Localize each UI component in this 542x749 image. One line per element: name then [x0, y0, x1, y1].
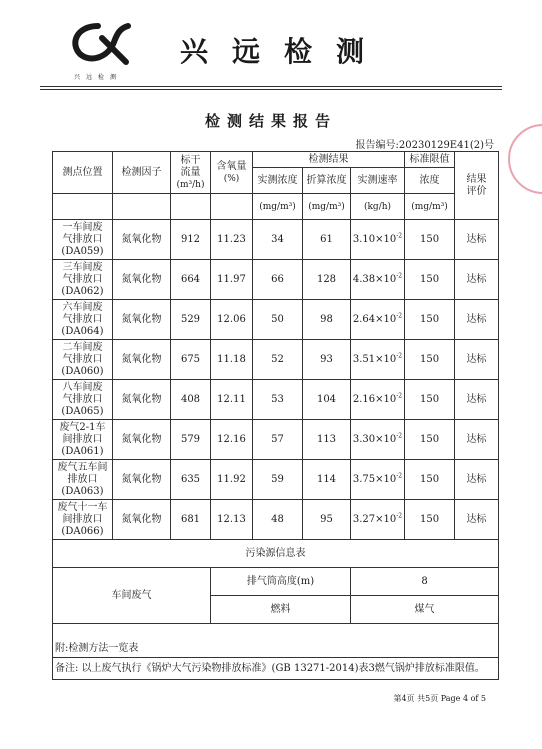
- header-location: 测点位置: [53, 152, 113, 194]
- source-info-title: 污染源信息表: [53, 540, 499, 568]
- row-evaluation: 达标: [455, 460, 499, 500]
- row-flow: 681: [171, 500, 211, 540]
- row-rate: [351, 500, 405, 540]
- location-line: 六车间废: [62, 301, 103, 313]
- row-oxygen: 11.18: [211, 340, 253, 380]
- location-code: (DA064): [61, 325, 104, 337]
- location-line: 废气十一车: [57, 501, 108, 513]
- row-rate: [351, 420, 405, 460]
- header-divider: [40, 86, 502, 87]
- rate-exponent: -2: [396, 312, 403, 320]
- report-number-label: 报告编号:: [355, 140, 399, 151]
- row-converted: 128: [303, 260, 351, 300]
- header-limit-conc: 浓度: [405, 168, 455, 194]
- row-location: [53, 340, 113, 380]
- rate-mantissa: 3.30×10: [352, 433, 397, 445]
- source-name: 车间废气: [53, 568, 211, 624]
- row-evaluation: 达标: [455, 220, 499, 260]
- location-code: (DA065): [61, 405, 104, 417]
- row-measured: 34: [253, 220, 303, 260]
- header-converted-conc: 折算浓度: [303, 168, 351, 194]
- fuel-value: 煤气: [351, 596, 499, 624]
- report-number-value: 20230129E41(2)号: [398, 140, 494, 151]
- row-limit: 150: [405, 340, 455, 380]
- row-flow: 579: [171, 420, 211, 460]
- row-measured: 53: [253, 380, 303, 420]
- rate-mantissa: 3.51×10: [352, 353, 397, 365]
- row-flow: 675: [171, 340, 211, 380]
- header-divider-secondary: [40, 89, 502, 90]
- row-converted: 95: [303, 500, 351, 540]
- report-number: [356, 136, 494, 151]
- row-factor: 氮氧化物: [113, 500, 171, 540]
- unit-converted: (mg/m³): [303, 194, 351, 220]
- spacer-row: [53, 624, 499, 642]
- row-evaluation: 达标: [455, 260, 499, 300]
- row-location: [53, 220, 113, 260]
- rate-exponent: -2: [396, 352, 403, 360]
- header-limit: 标准限值: [405, 152, 455, 168]
- header-flow-unit: (m³/h): [176, 179, 205, 190]
- row-flow: 635: [171, 460, 211, 500]
- rate-exponent: -2: [396, 392, 403, 400]
- source-info-row-1: [53, 568, 499, 596]
- table-row: [53, 220, 499, 260]
- rate-exponent: -2: [396, 272, 403, 280]
- row-limit: 150: [405, 380, 455, 420]
- row-measured: 59: [253, 460, 303, 500]
- row-oxygen: 11.97: [211, 260, 253, 300]
- row-location: [53, 460, 113, 500]
- row-measured: 52: [253, 340, 303, 380]
- location-code: (DA059): [61, 245, 104, 257]
- row-factor: 氮氧化物: [113, 220, 171, 260]
- source-info-title-row: [53, 540, 499, 568]
- row-evaluation: 达标: [455, 500, 499, 540]
- row-converted: 104: [303, 380, 351, 420]
- row-oxygen: 12.13: [211, 500, 253, 540]
- row-flow: 664: [171, 260, 211, 300]
- table-row: [53, 500, 499, 540]
- company-logo-icon: [62, 20, 134, 66]
- header-oxygen: [211, 152, 253, 194]
- header-oxygen-unit: (%): [223, 173, 240, 184]
- spacer-cell: [53, 624, 499, 642]
- header-measured-rate: 实测速率: [351, 168, 405, 194]
- header-row-1: [53, 152, 499, 168]
- row-limit: 150: [405, 220, 455, 260]
- table-row: [53, 300, 499, 340]
- header-flow: [171, 152, 211, 194]
- rate-mantissa: 3.75×10: [352, 473, 397, 485]
- table-row: [53, 260, 499, 300]
- header-oxygen-label: 含氧量: [216, 160, 247, 172]
- row-evaluation: 达标: [455, 420, 499, 460]
- location-line: 间排放口: [62, 513, 103, 525]
- row-location: [53, 380, 113, 420]
- location-line: 气排放口: [62, 313, 103, 325]
- row-rate: [351, 260, 405, 300]
- row-rate: [351, 340, 405, 380]
- row-measured: 66: [253, 260, 303, 300]
- unit-rate: (kg/h): [351, 194, 405, 220]
- row-converted: 113: [303, 420, 351, 460]
- row-rate: [351, 460, 405, 500]
- row-rate: [351, 220, 405, 260]
- page-footer: 第4页 共5页 Page 4 of 5: [393, 694, 486, 703]
- location-line: 气排放口: [62, 393, 103, 405]
- row-oxygen: 12.06: [211, 300, 253, 340]
- table-row: [53, 460, 499, 500]
- row-oxygen: 11.23: [211, 220, 253, 260]
- header-flow-line1: 标干: [180, 154, 201, 166]
- location-line: 一车间废: [62, 221, 103, 233]
- row-measured: 57: [253, 420, 303, 460]
- row-evaluation: 达标: [455, 380, 499, 420]
- header-flow-line2: 流量: [180, 166, 201, 178]
- rate-exponent: -2: [396, 472, 403, 480]
- header-factor: 检测因子: [113, 152, 171, 194]
- row-location: [53, 500, 113, 540]
- table-row: [53, 420, 499, 460]
- row-rate: [351, 300, 405, 340]
- header-blank-oxygen: [211, 194, 253, 220]
- row-factor: 氮氧化物: [113, 460, 171, 500]
- rate-exponent: -2: [396, 432, 403, 440]
- row-limit: 150: [405, 300, 455, 340]
- header-evaluation-line2: 评价: [466, 185, 487, 197]
- location-line: 气排放口: [62, 273, 103, 285]
- row-limit: 150: [405, 460, 455, 500]
- row-oxygen: 12.16: [211, 420, 253, 460]
- header-blank-flow: [171, 194, 211, 220]
- location-line: 废气2-1车: [59, 421, 106, 433]
- location-code: (DA062): [61, 285, 104, 297]
- row-limit: 150: [405, 260, 455, 300]
- row-location: [53, 420, 113, 460]
- header-blank-location: [53, 194, 113, 220]
- row-rate: [351, 380, 405, 420]
- fuel-label: 燃料: [211, 596, 351, 624]
- row-factor: 氮氧化物: [113, 420, 171, 460]
- attachment-row: [53, 642, 499, 658]
- rate-mantissa: 3.10×10: [352, 233, 397, 245]
- location-line: 二车间废: [62, 341, 103, 353]
- rate-mantissa: 4.38×10: [352, 273, 397, 285]
- unit-limit: (mg/m³): [405, 194, 455, 220]
- row-flow: 912: [171, 220, 211, 260]
- company-name: 兴远检测: [180, 35, 389, 68]
- row-oxygen: 12.11: [211, 380, 253, 420]
- table-row: [53, 340, 499, 380]
- header-evaluation-line1: 结果: [466, 173, 487, 185]
- header-row-3: [53, 194, 499, 220]
- report-title: 检测结果报告: [204, 112, 337, 130]
- rate-exponent: -2: [396, 232, 403, 240]
- attachment-note: 附:检测方法一览表: [53, 642, 499, 658]
- row-converted: 61: [303, 220, 351, 260]
- row-oxygen: 11.92: [211, 460, 253, 500]
- location-code: (DA061): [61, 445, 104, 457]
- location-line: 八车间废: [62, 381, 103, 393]
- location-line: 废气五车间: [57, 461, 108, 473]
- location-code: (DA063): [61, 485, 104, 497]
- rate-mantissa: 3.27×10: [352, 513, 397, 525]
- stack-height-value: 8: [351, 568, 499, 596]
- location-line: 气排放口: [62, 233, 103, 245]
- row-factor: 氮氧化物: [113, 260, 171, 300]
- location-line: 三车间废: [62, 261, 103, 273]
- rate-mantissa: 2.16×10: [352, 393, 397, 405]
- row-limit: 150: [405, 420, 455, 460]
- row-measured: 50: [253, 300, 303, 340]
- header-evaluation: [455, 152, 499, 220]
- row-limit: 150: [405, 500, 455, 540]
- row-location: [53, 300, 113, 340]
- location-code: (DA066): [61, 525, 104, 537]
- logo-subtext: 兴远检测: [73, 74, 122, 81]
- location-line: 间排放口: [62, 433, 103, 445]
- row-factor: 氮氧化物: [113, 300, 171, 340]
- row-converted: 114: [303, 460, 351, 500]
- row-flow: 408: [171, 380, 211, 420]
- location-code: (DA060): [61, 365, 104, 377]
- rate-mantissa: 2.64×10: [352, 313, 397, 325]
- row-factor: 氮氧化物: [113, 380, 171, 420]
- row-factor: 氮氧化物: [113, 340, 171, 380]
- row-flow: 529: [171, 300, 211, 340]
- row-converted: 98: [303, 300, 351, 340]
- header-blank-factor: [113, 194, 171, 220]
- header-results: 检测结果: [253, 152, 405, 168]
- row-location: [53, 260, 113, 300]
- stack-height-label: 排气筒高度(m): [211, 568, 351, 596]
- official-seal-stamp: [508, 124, 542, 194]
- table-row: [53, 380, 499, 420]
- row-converted: 93: [303, 340, 351, 380]
- remark-note: 备注: 以上废气执行《锅炉大气污染物排放标准》(GB 13271-2014)表3燃气锅炉排放标准限值。: [53, 658, 499, 680]
- location-line: 气排放口: [62, 353, 103, 365]
- unit-measured: (mg/m³): [253, 194, 303, 220]
- location-line: 排放口: [67, 473, 98, 485]
- remark-row: [53, 658, 499, 680]
- row-evaluation: 达标: [455, 300, 499, 340]
- results-table: [52, 151, 499, 680]
- row-measured: 48: [253, 500, 303, 540]
- row-evaluation: 达标: [455, 340, 499, 380]
- header-measured-conc: 实测浓度: [253, 168, 303, 194]
- rate-exponent: -2: [396, 512, 403, 520]
